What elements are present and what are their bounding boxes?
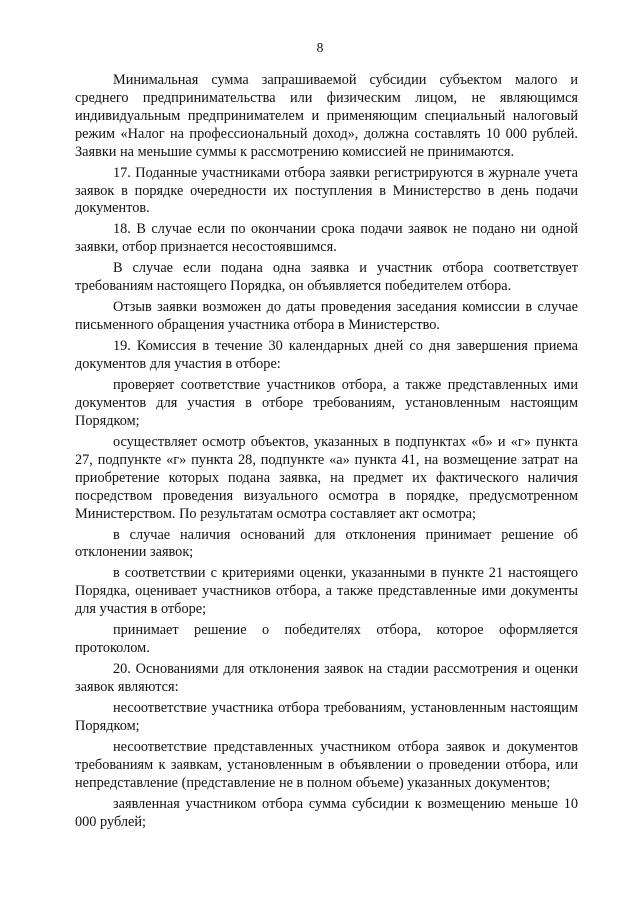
paragraph-19-check-compliance: проверяет соответствие участников отбора, а также представленных ими документов для участия в отборе требованиям, установленным настоящим Порядком; <box>75 377 578 429</box>
paragraph-19-rejection: в случае наличия оснований для отклонения принимает решение об отклонении заявок; <box>75 526 578 561</box>
paragraph-single-application: В случае если подана одна заявка и участник отбора соответствует требованиям настоящего Порядка, он объявляется победителем отбора. <box>75 260 578 295</box>
document-body <box>75 72 578 835</box>
paragraph-19: 19. Комиссия в течение 30 календарных дней со дня завершения приема документов для участия в отборе: <box>75 338 578 373</box>
paragraph-20-noncompliance-participant: несоответствие участника отбора требованиям, установленным настоящим Порядком; <box>75 700 578 734</box>
paragraph-application-withdrawal: Отзыв заявки возможен до даты проведения заседания комиссии в случае письменного обращения участника отбора в Министерство. <box>75 299 578 334</box>
paragraph-19-decision: принимает решение о победителях отбора, которое оформляется протоколом. <box>75 622 578 657</box>
paragraph-19-evaluation: в соответствии с критериями оценки, указанными в пункте 21 настоящего Порядка, оценивает участников отбора, а также представленные ими документы для участия в отборе; <box>75 565 578 618</box>
paragraph-20-noncompliance-documents: несоответствие представленных участником отбора заявок и документов требованиям к заявкам, установленным в объявлении о проведении отбора, или непредставление (представление не в полном объеме) указанных документов; <box>75 738 578 791</box>
page-number: 8 <box>316 40 324 55</box>
paragraph-20: 20. Основаниями для отклонения заявок на стадии рассмотрения и оценки заявок являются: <box>75 661 578 696</box>
paragraph-17: 17. Поданные участниками отбора заявки регистрируются в журнале учета заявок в порядке очередности их поступления в Министерство в день подачи документов. <box>75 164 578 217</box>
paragraph-18: 18. В случае если по окончании срока подачи заявок не подано ни одной заявки, отбор признается несостоявшимся. <box>75 221 578 256</box>
paragraph-subsidy-minimum: Минимальная сумма запрашиваемой субсидии субъектом малого и среднего предпринимательства или физическим лицом, не являющимся индивидуальным предпринимателем и применяющим специальный налоговый режим «Налог на профессиональный доход», должна составлять 10 000 рублей. Заявки на меньшие суммы к рассмотрению комиссией не принимаются. <box>75 72 578 160</box>
paragraph-20-amount-below-minimum: заявленная участником отбора сумма субсидии к возмещению меньше 10 000 рублей; <box>75 795 578 830</box>
paragraph-19-inspection: осуществляет осмотр объектов, указанных в подпунктах «б» и «г» пункта 27, подпункте «г» пункта 28, подпункте «а» пункта 41, на возмещение затрат на приобретение которых подана заявка, на предмет их фактического наличия посредством проведения визуального осмотра в порядке, предусмотренном Министерством. По результатам осмотра составляет акт осмотра; <box>75 433 578 522</box>
